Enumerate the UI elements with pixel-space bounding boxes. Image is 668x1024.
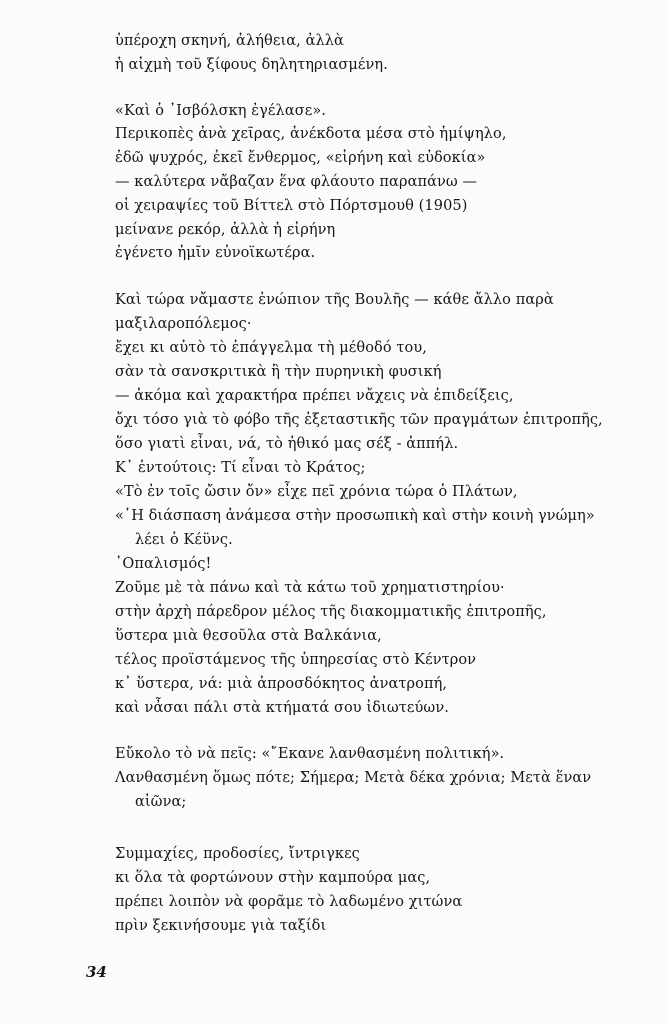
poem-line: Ζοῦμε μὲ τὰ πάνω καὶ τὰ κάτω τοῦ χρηματιστηρίου· — [115, 580, 505, 596]
poem-line: μείνανε ρεκόρ, ἀλλὰ ἡ εἰρήνη — [115, 222, 336, 238]
poem-line: «Καὶ ὁ ᾿Ισβόλσκη ἐγέλασε». — [115, 103, 326, 119]
poem-line: Περικοπὲς ἀνὰ χεῖρας, ἀνέκδοτα μέσα στὸ ἡμίψηλο, — [115, 126, 507, 142]
poem-line: Καὶ τώρα νἄμαστε ἐνώπιον τῆς Βουλῆς — κάθε ἄλλο παρὰ — [115, 292, 554, 308]
poem-line: ἔχει κι αὐτὸ τὸ ἐπάγγελμα τὴ μέθοδό του, — [115, 340, 427, 356]
poem-line: πρὶν ξεκινήσουμε γιὰ ταξίδι — [115, 918, 327, 934]
poem-line: ἡ αἰχμὴ τοῦ ξίφους δηλητηριασμένη. — [115, 57, 388, 73]
poem-line: Λανθασμένη ὅμως πότε; Σήμερα; Μετὰ δέκα χρόνια; Μετὰ ἕναν — [115, 770, 592, 786]
poem-line: — ἀκόμα καὶ χαρακτήρα πρέπει νἄχεις νὰ ἐπιδείξεις, — [115, 388, 514, 404]
poem-line: στὴν ἀρχὴ πάρεδρον μέλος τῆς διακομματικῆς ἐπιτροπῆς, — [115, 604, 547, 620]
poem-line: Συμμαχίες, προδοσίες, ἴντριγκες — [115, 846, 360, 862]
poem-line: ὕστερα μιὰ θεσοῦλα στὰ Βαλκάνια, — [115, 628, 382, 644]
poem-line: κ᾿ ὕστερα, νά: μιὰ ἀπροσδόκητος ἀνατροπή, — [115, 676, 448, 692]
poem-line: ὅσο γιατὶ εἶναι, νά, τὸ ἠθικό μας σέξ - ἀππήλ. — [115, 436, 459, 452]
poem-line: τέλος προϊστάμενος τῆς ὑπηρεσίας στὸ Κέντρον — [115, 652, 477, 668]
poem-line: «῾Η διάσπαση ἀνάμεσα στὴν προσωπικὴ καὶ στὴν κοινὴ γνώμη» — [115, 508, 595, 524]
poem-line: «Τὸ ἐν τοῖς ὤσιν ὄν» εἶχε πεῖ χρόνια τώρα ὁ Πλάτων, — [115, 484, 518, 500]
poem-line: — καλύτερα νἄβαζαν ἕνα φλάουτο παραπάνω — — [115, 174, 478, 190]
poem-line: κι ὅλα τὰ φορτώνουν στὴν καμπούρα μας, — [115, 870, 431, 886]
poem-line: ὄχι τόσο γιὰ τὸ φόβο τῆς ἐξεταστικῆς τῶν πραγμάτων ἐπιτροπῆς, — [115, 412, 603, 428]
poem-line: καὶ νἆσαι πάλι στὰ κτήματά σου ἰδιωτεύων. — [115, 700, 449, 716]
poem-line: σὰν τὰ σανσκριτικὰ ἢ τὴν πυρηνικὴ φυσική — [115, 364, 442, 380]
poem-line: ἐδῶ ψυχρός, ἐκεῖ ἔνθερμος, «εἰρήνη καὶ εὐδοκία» — [115, 150, 486, 166]
page-number: 34 — [86, 963, 107, 981]
poem-line: Εὔκολο τὸ νὰ πεῖς: «῎Εκανε λανθασμένη πολιτική». — [115, 746, 505, 762]
poem-line: πρέπει λοιπὸν νὰ φορᾶμε τὸ λαδωμένο χιτώνα — [115, 894, 463, 910]
poem-line: αἰῶνα; — [135, 794, 187, 810]
poem-line: οἱ χειραψίες τοῦ Βίττελ στὸ Πόρτσμουθ (1905) — [115, 198, 468, 214]
poem-line: ἐγένετο ἡμῖν εὐνοϊκωτέρα. — [115, 245, 316, 261]
poem-line: ᾿Οπαλισμός! — [115, 556, 212, 572]
poem-line: Κ᾿ ἐντούτοις: Τί εἶναι τὸ Κράτος; — [115, 460, 366, 476]
poem-line: λέει ὁ Κέϋνς. — [135, 532, 233, 548]
poem-line: ὑπέροχη σκηνή, ἀλήθεια, ἀλλὰ — [115, 33, 344, 49]
poem-line: μαξιλαροπόλεμος· — [115, 316, 252, 332]
